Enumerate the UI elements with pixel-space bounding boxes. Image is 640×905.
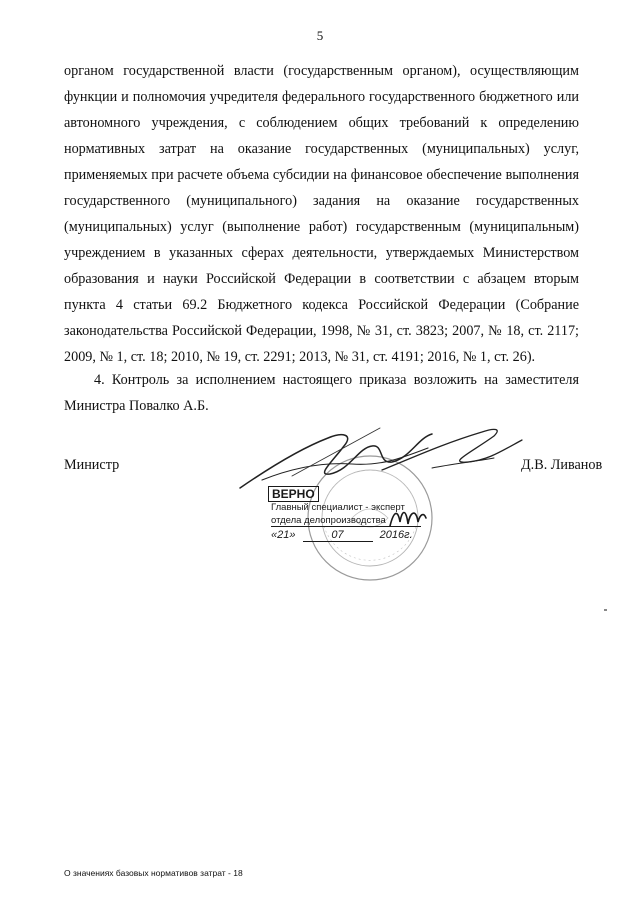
text-line: нормативных затрат на оказание государственных (муниципальных) услуг, [64, 141, 579, 157]
text-line: образования и науки Российской Федерации в соответствии с абзацем вторым [64, 271, 579, 287]
stamp-date-day: «21» [271, 529, 296, 541]
page-number: 5 [316, 28, 324, 43]
minister-position-label: Министр [64, 457, 120, 473]
text-line: автономного учреждения, с соблюдением общих требований к определению [64, 115, 579, 131]
text-line: (муниципальных) услуг (выполнение работ) государственным (муниципальным) [64, 219, 579, 235]
text-line: 2009, № 1, ст. 18; 2010, № 19, ст. 2291; 2013, № 31, ст. 4191; 2016, № 1, ст. 26). [64, 349, 536, 365]
stamp-initials-signature [386, 504, 430, 532]
text-line: пункта 4 статьи 69.2 Бюджетного кодекса Российской Федерации (Собрание [64, 297, 579, 313]
stamp-position: Главный специалист - эксперт [271, 502, 405, 513]
paragraph-4-line2: Министра Повалко А.Б. [64, 398, 209, 414]
stamp-title: ВЕРНО [268, 486, 319, 502]
stamp-date-year: 2016г. [379, 529, 413, 541]
text-line: применяемых при расчете объема субсидии на финансовое обеспечение выполнения [64, 167, 579, 183]
text-line: функции и полномочия учредителя федерального государственного бюджетного или [64, 89, 579, 105]
continuation-text [64, 58, 579, 370]
footer-note: О значениях базовых нормативов затрат - 18 [64, 868, 243, 878]
text-line: государственного (муниципального) задания на оказание государственных [64, 193, 579, 209]
paragraph-4-line1: 4. Контроль за исполнением настоящего приказа возложить на заместителя [94, 372, 579, 388]
scan-speck [604, 609, 607, 611]
certification-stamp [268, 486, 433, 548]
text-line: учреждением в указанных сферах деятельности, утверждаемых Министерством [64, 245, 579, 261]
stamp-date-month: 07 [303, 529, 373, 542]
minister-name: Д.В. Ливанов [521, 457, 603, 473]
stamp-underline [271, 526, 421, 527]
text-line: законодательства Российской Федерации, 1998, № 31, ст. 3823; 2007, № 18, ст. 2117; [64, 323, 579, 339]
paragraph-4 [64, 367, 579, 419]
text-line: органом государственной власти (государственным органом), осуществляющим [64, 63, 579, 79]
stamp-department: отдела делопроизводства [271, 515, 386, 526]
